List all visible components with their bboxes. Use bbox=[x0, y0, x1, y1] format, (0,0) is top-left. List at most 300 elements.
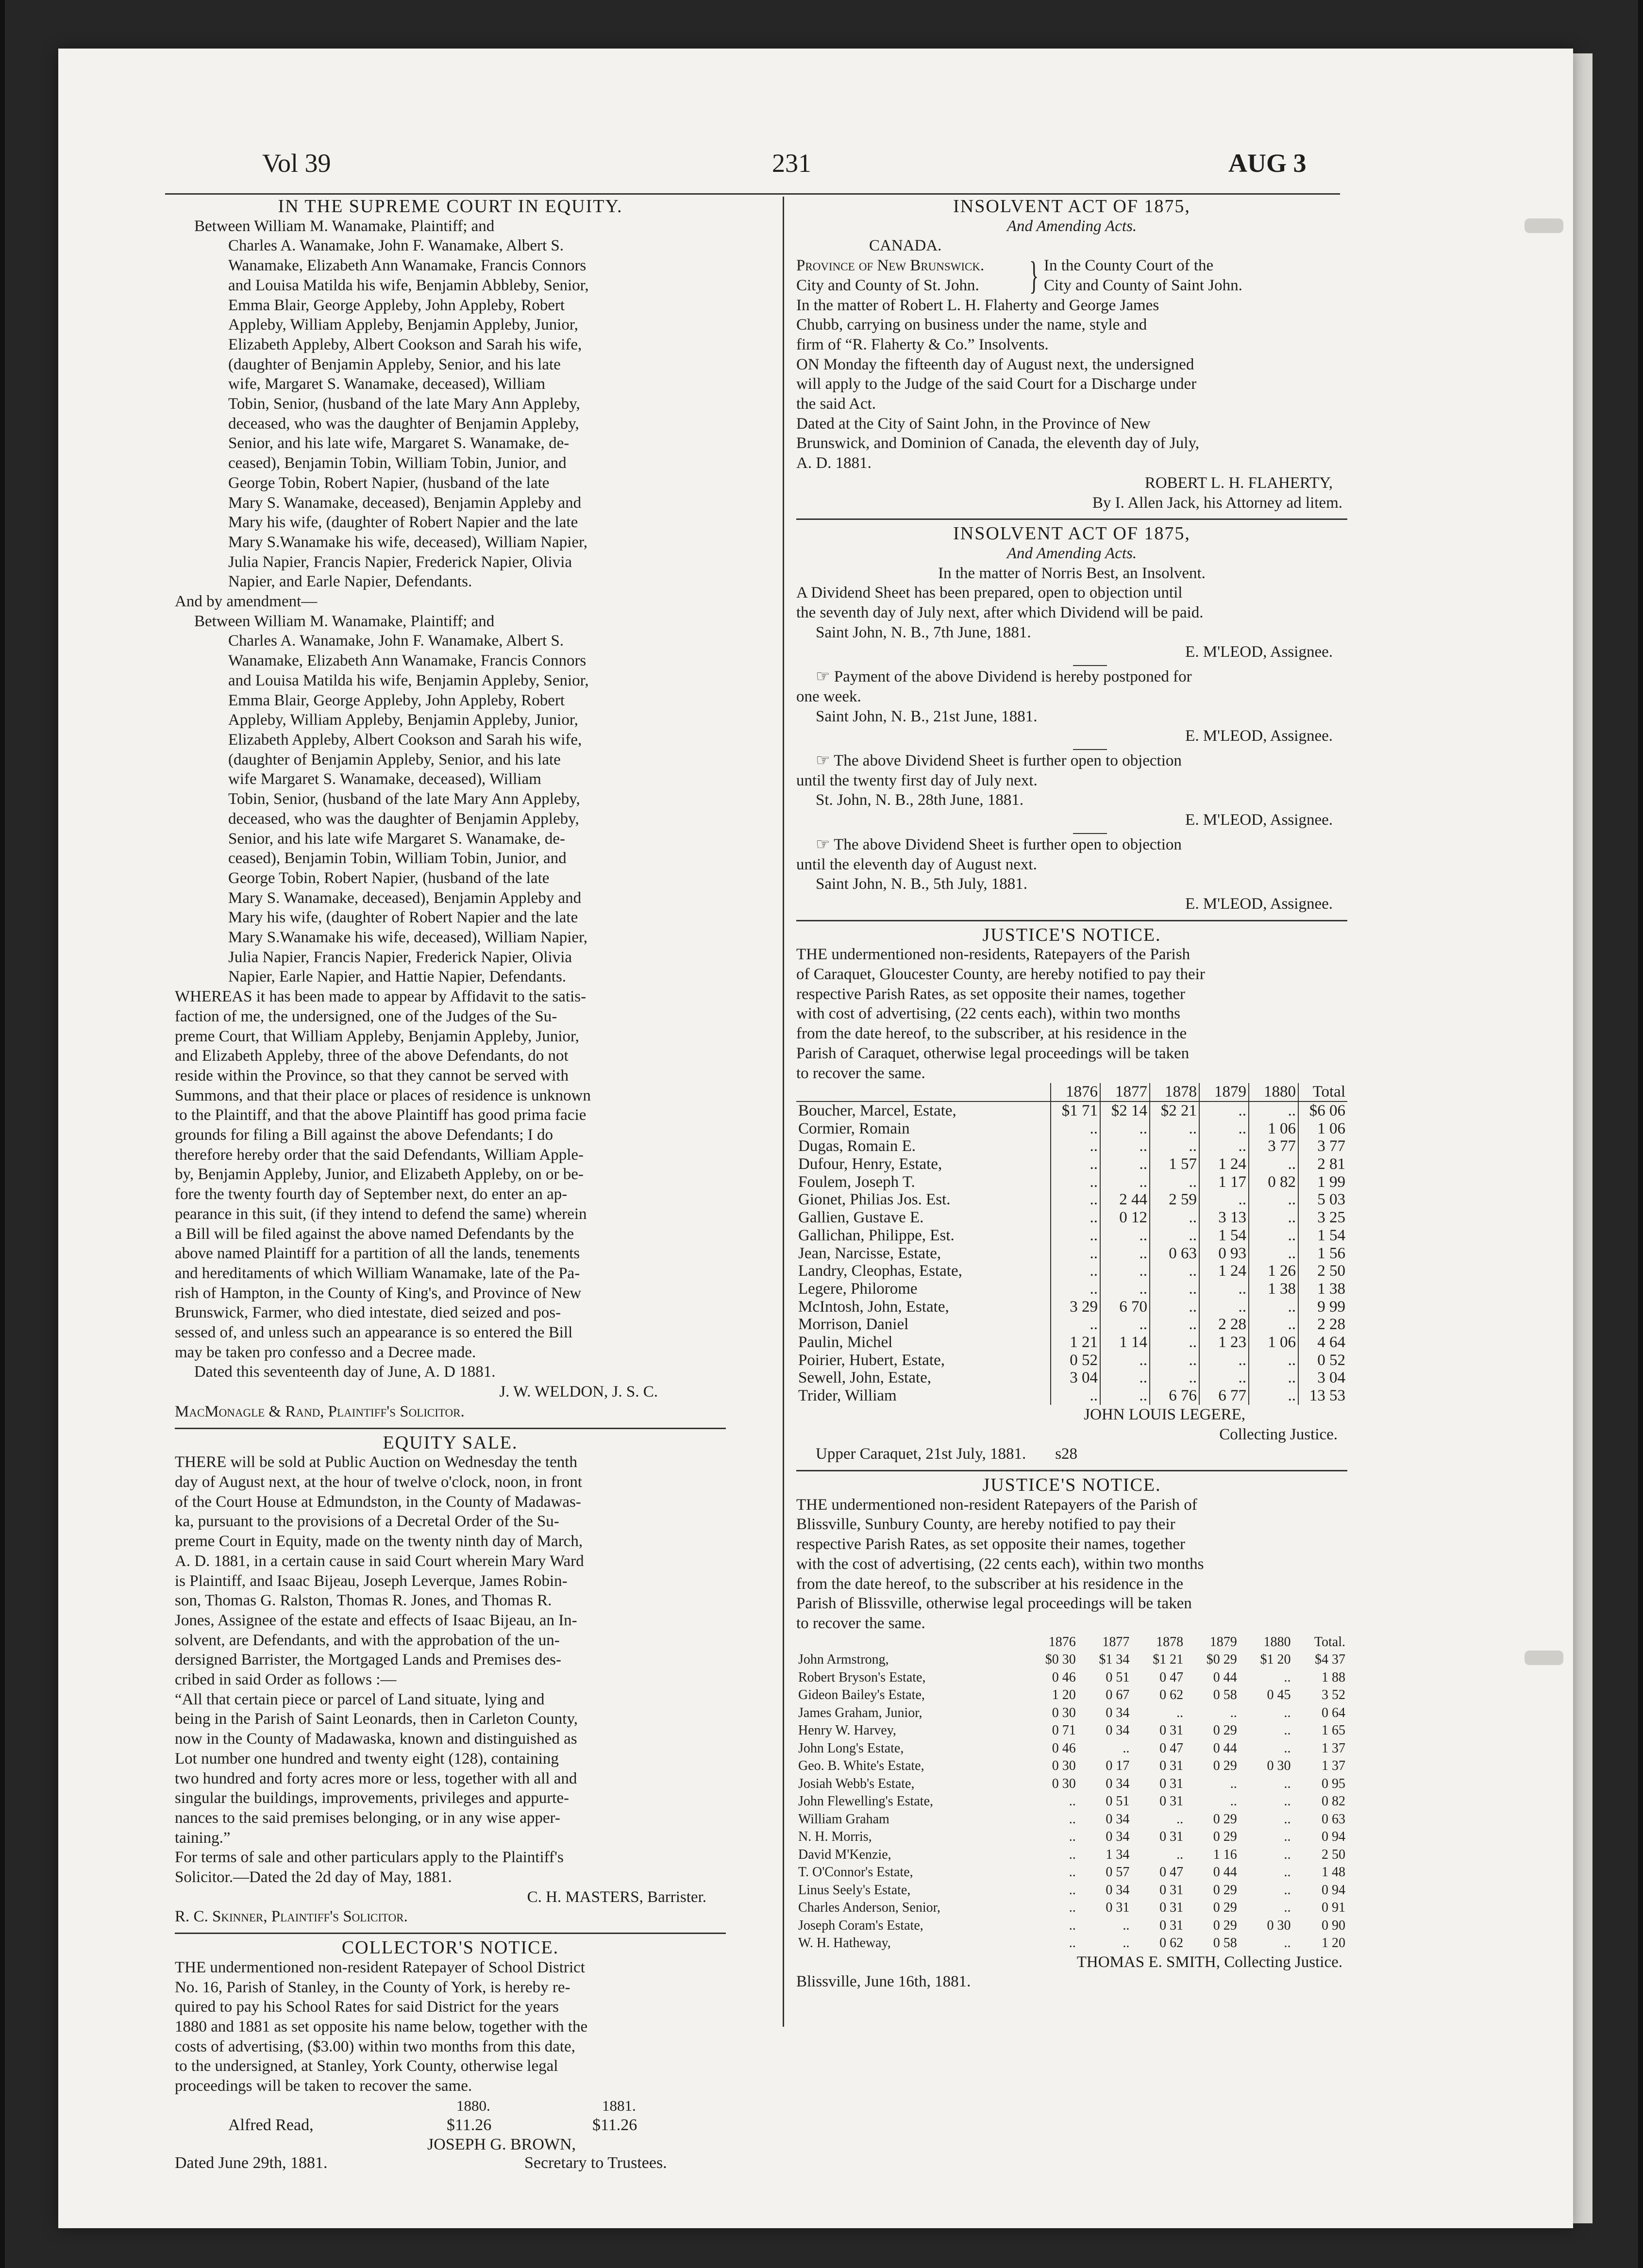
rate-cell: 0 94 bbox=[1322, 1882, 1345, 1898]
rate-cell: .. bbox=[1176, 1847, 1184, 1862]
notice-body bbox=[796, 945, 1347, 1083]
ratepayer-name: Linus Seely's Estate, bbox=[798, 1882, 911, 1898]
text-line: 1880 and 1881 as set opposite his name below, together with the bbox=[175, 2018, 588, 2035]
rate-cell: $0 30 bbox=[1045, 1652, 1076, 1668]
text-line: and Louisa Matilda his wife, Benjamin Abbleby, Senior, bbox=[228, 276, 589, 294]
dated-line: Saint John, N. B., 21st June, 1881. bbox=[816, 707, 1038, 725]
ratepayer-name: Gideon Bailey's Estate, bbox=[798, 1687, 925, 1703]
text-line: Appleby, William Appleby, Benjamin Appleby, Junior, bbox=[228, 316, 578, 334]
rate-cell: $0 29 bbox=[1206, 1652, 1237, 1668]
rate-cell: .. bbox=[1150, 1209, 1199, 1227]
rate-cell: 0 29 bbox=[1213, 1829, 1237, 1845]
rate-cell: $2 21 bbox=[1150, 1101, 1199, 1120]
rate-cell: 1 54 bbox=[1199, 1227, 1249, 1245]
justices-notice-caraquet bbox=[796, 925, 1347, 1464]
rate-cell: 0 34 bbox=[1106, 1811, 1130, 1827]
rate-cell: .. bbox=[1284, 1669, 1291, 1685]
text-line: Parish of Blissville, otherwise legal proceedings will be taken bbox=[796, 1595, 1192, 1613]
rate-cell: .. bbox=[1249, 1245, 1298, 1263]
text-line: two hundred and forty acres more or less, together with all and bbox=[175, 1769, 577, 1787]
rate-cell: .. bbox=[1284, 1740, 1291, 1756]
rate-cell: 0 82 bbox=[1322, 1794, 1345, 1809]
rate-cell: $2 14 bbox=[1100, 1101, 1150, 1120]
rate-cell: .. bbox=[1051, 1245, 1100, 1263]
ratepayer-name: William Graham bbox=[798, 1811, 889, 1827]
rate-cell: 3 52 bbox=[1322, 1687, 1345, 1703]
rate-cell: .. bbox=[1249, 1351, 1298, 1369]
notice-heading: JUSTICE'S NOTICE. bbox=[982, 1475, 1161, 1495]
rate-cell: .. bbox=[1150, 1280, 1199, 1298]
notice-body bbox=[796, 1495, 1347, 1634]
ratepayer-name: Charles Anderson, Senior, bbox=[798, 1900, 940, 1916]
text-line: Blissville, Sunbury County, are hereby notified to pay their bbox=[796, 1516, 1175, 1534]
ratepayer-name: Gallichan, Philippe, Est. bbox=[798, 1226, 955, 1244]
section-rule bbox=[796, 1470, 1347, 1471]
rate-cell: .. bbox=[1100, 1387, 1150, 1405]
table-header-cell bbox=[796, 1634, 1024, 1651]
text-line: quired to pay his School Rates for said District for the years bbox=[175, 1998, 559, 2016]
rate-cell: 1 06 bbox=[1249, 1120, 1298, 1138]
rate-cell: .. bbox=[1100, 1316, 1150, 1334]
collectors-notice bbox=[175, 1937, 726, 2172]
rate-cell: 0 34 bbox=[1106, 1882, 1130, 1898]
table-row bbox=[796, 1387, 1347, 1405]
text-line: Emma Blair, George Appleby, John Appleby, Robert bbox=[228, 296, 565, 314]
rate-cell: 1 14 bbox=[1100, 1334, 1150, 1351]
ad-code: s28 bbox=[1055, 1445, 1078, 1463]
ratepayer-name: Gionet, Philias Jos. Est. bbox=[798, 1191, 951, 1209]
rate-cell: .. bbox=[1100, 1369, 1150, 1387]
rate-cell: 0 82 bbox=[1249, 1173, 1298, 1191]
text-line: Between William M. Wanamake, Plaintiff; and bbox=[194, 217, 495, 235]
rate-cell: 0 31 bbox=[1159, 1794, 1184, 1809]
ratepayer-name: Dufour, Henry, Estate, bbox=[798, 1155, 942, 1173]
rate-cell: .. bbox=[1069, 1794, 1076, 1809]
table-header-cell: 1880 bbox=[1249, 1083, 1298, 1101]
ratepayer-name: Trider, William bbox=[798, 1387, 897, 1405]
rate-cell: $1 21 bbox=[1153, 1652, 1184, 1668]
table-row bbox=[796, 1101, 1347, 1120]
table-row bbox=[796, 1740, 1347, 1758]
table-header-cell: 1877 bbox=[1102, 1634, 1130, 1650]
text-line: and Elizabeth Appleby, three of the above Defendants, do not bbox=[175, 1047, 569, 1065]
rate-cell: 0 34 bbox=[1106, 1776, 1130, 1791]
text-line: nances to the said premises belonging, or in any wise apper- bbox=[175, 1809, 560, 1827]
rate-cell: 6 70 bbox=[1100, 1298, 1150, 1316]
rate-cell: 1 06 bbox=[1298, 1120, 1347, 1138]
table-header-cell: 1876 bbox=[1051, 1083, 1100, 1101]
rate-cell: 1 20 bbox=[1052, 1687, 1076, 1703]
table-row bbox=[796, 1245, 1347, 1263]
text-line: A. D. 1881. bbox=[796, 454, 872, 472]
rate-cell: .. bbox=[1284, 1794, 1291, 1809]
city-line: City and County of St. John. bbox=[796, 276, 979, 294]
rate-cell: .. bbox=[1150, 1334, 1199, 1351]
text-line: Mary S.Wanamake his wife, deceased), William Napier, bbox=[228, 533, 587, 551]
rate-cell: .. bbox=[1100, 1262, 1150, 1280]
ratepayer-name: Geo. B. White's Estate, bbox=[798, 1758, 924, 1774]
text-line: sessed of, and unless such an appearance is so entered the Bill bbox=[175, 1324, 573, 1342]
ratepayer-name: James Graham, Junior, bbox=[798, 1705, 922, 1720]
rate-cell: 1 88 bbox=[1322, 1669, 1345, 1685]
rate-cell: .. bbox=[1100, 1227, 1150, 1245]
text-line: of the Court House at Edmundston, in the County of Madawas- bbox=[175, 1493, 581, 1511]
jurisdiction-left bbox=[796, 256, 1024, 295]
rate-cell: .. bbox=[1284, 1882, 1291, 1898]
text-line: WHEREAS it has been made to appear by Affidavit to the satis- bbox=[175, 988, 587, 1006]
text-line: the seventh day of July next, after which Dividend will be paid. bbox=[796, 604, 1204, 622]
table-row bbox=[796, 1828, 1347, 1846]
rate-amount: $11.26 bbox=[592, 2116, 637, 2134]
text-line: singular the buildings, improvements, privileges and appurte- bbox=[175, 1789, 569, 1807]
text-line: Emma Blair, George Appleby, John Appleby, Robert bbox=[228, 691, 565, 709]
rate-cell: 1 17 bbox=[1199, 1173, 1249, 1191]
justice-role: Collecting Justice. bbox=[1219, 1425, 1338, 1443]
rate-cell: .. bbox=[1284, 1847, 1291, 1862]
text-line: wife Margaret S. Wanamake, deceased), William bbox=[228, 770, 541, 788]
text-line: day of August next, at the hour of twelve o'clock, noon, in front bbox=[175, 1473, 583, 1491]
rate-cell: .. bbox=[1051, 1280, 1100, 1298]
text-line: and Louisa Matilda his wife, Benjamin Appleby, Senior, bbox=[228, 671, 589, 689]
extension-text: ☞ The above Dividend Sheet is further open to objection bbox=[816, 835, 1182, 853]
rate-cell: .. bbox=[1051, 1155, 1100, 1173]
table-row bbox=[796, 1899, 1347, 1917]
justice-signature: JOHN LOUIS LEGERE, bbox=[1084, 1405, 1245, 1423]
scan-right-border bbox=[1638, 0, 1643, 2268]
notice-body bbox=[175, 987, 726, 1362]
rate-cell: .. bbox=[1249, 1191, 1298, 1209]
court-line: In the County Court of the bbox=[1044, 257, 1214, 275]
table-row bbox=[796, 1793, 1347, 1811]
rate-cell: 1 16 bbox=[1213, 1847, 1237, 1862]
rate-cell: 0 31 bbox=[1159, 1723, 1184, 1738]
rate-cell: 0 30 bbox=[1267, 1918, 1291, 1933]
column-divider bbox=[783, 197, 784, 2027]
rate-cell: $6 06 bbox=[1298, 1101, 1347, 1120]
text-line: Jones, Assignee of the estate and effects of Isaac Bijeau, an In- bbox=[175, 1611, 577, 1629]
text-line: above named Plaintiff for a partition of all the lands, tenements bbox=[175, 1245, 580, 1263]
table-row bbox=[796, 1704, 1347, 1722]
rate-cell: .. bbox=[1051, 1137, 1100, 1155]
rate-cell: 1 99 bbox=[1298, 1173, 1347, 1191]
page-number: 231 bbox=[772, 149, 811, 178]
rate-cell: .. bbox=[1199, 1351, 1249, 1369]
ratepayer-name: Landry, Cleophas, Estate, bbox=[798, 1262, 962, 1280]
brace-icon: } bbox=[1029, 254, 1039, 297]
text-line: (daughter of Benjamin Appleby, Senior, and his late bbox=[228, 355, 561, 373]
rate-cell: $1 20 bbox=[1260, 1652, 1291, 1668]
text-line: Chubb, carrying on business under the name, style and bbox=[796, 316, 1147, 334]
rate-cell: 0 71 bbox=[1052, 1723, 1076, 1738]
table-row bbox=[796, 1334, 1347, 1351]
dated-line: Blissville, June 16th, 1881. bbox=[796, 1973, 971, 1991]
rate-cell: .. bbox=[1176, 1705, 1184, 1720]
rate-cell: 0 44 bbox=[1213, 1740, 1237, 1756]
text-line: proceedings will be taken to recover the same. bbox=[175, 2077, 472, 2095]
rate-cell: 3 04 bbox=[1298, 1369, 1347, 1387]
rate-cell: 2 81 bbox=[1298, 1155, 1347, 1173]
dated-line: Saint John, N. B., 7th June, 1881. bbox=[816, 623, 1031, 641]
table-row bbox=[796, 1934, 1347, 1952]
text-line: preme Court in Equity, made on the twenty ninth day of March, bbox=[175, 1533, 583, 1551]
rate-cell: 0 34 bbox=[1106, 1705, 1130, 1720]
text-line: George Tobin, Robert Napier, (husband of the late bbox=[228, 474, 550, 492]
rate-cell: .. bbox=[1051, 1191, 1100, 1209]
attorney-line: By I. Allen Jack, his Attorney ad litem. bbox=[1092, 494, 1342, 512]
rate-cell: .. bbox=[1230, 1776, 1237, 1791]
text-line: of Caraquet, Gloucester County, are hereby notified to pay their bbox=[796, 966, 1205, 984]
text-line: deceased, who was the daughter of Benjamin Appleby, bbox=[228, 810, 579, 828]
text-line: Elizabeth Appleby, Albert Cookson and Sarah his wife, bbox=[228, 335, 582, 353]
text-line: may be taken pro confesso and a Decree made. bbox=[175, 1343, 476, 1361]
table-header-cell: 1877 bbox=[1100, 1083, 1150, 1101]
rate-cell: 0 30 bbox=[1052, 1758, 1076, 1774]
rate-cell: .. bbox=[1069, 1829, 1076, 1845]
scan-left-border bbox=[0, 0, 5, 2268]
rate-cell: .. bbox=[1069, 1918, 1076, 1933]
table-row bbox=[796, 1316, 1347, 1334]
ratepayer-name: Henry W. Harvey, bbox=[798, 1723, 896, 1738]
rate-cell: 1 34 bbox=[1106, 1847, 1130, 1862]
dated-line: Dated this seventeenth day of June, A. D 1881. bbox=[194, 1363, 496, 1381]
ratepayer-name: Alfred Read, bbox=[228, 2116, 314, 2134]
rate-cell: .. bbox=[1150, 1316, 1199, 1334]
rate-cell: 0 62 bbox=[1159, 1687, 1184, 1703]
rate-cell: 1 48 bbox=[1322, 1865, 1345, 1880]
text-line: with the cost of advertising, (22 cents each), within two months bbox=[796, 1555, 1204, 1573]
rate-cell: 0 29 bbox=[1213, 1723, 1237, 1738]
equity-sale-notice bbox=[175, 1433, 726, 1927]
rate-table bbox=[175, 2096, 726, 2172]
text-line: the said Act. bbox=[796, 395, 876, 413]
text-line: by, Benjamin Appleby, Junior, and Elizabeth Appleby, on or be- bbox=[175, 1166, 584, 1184]
rate-cell: .. bbox=[1100, 1173, 1150, 1191]
rate-cell: .. bbox=[1069, 1882, 1076, 1898]
table-row bbox=[796, 1757, 1347, 1775]
rate-cell: 0 58 bbox=[1213, 1687, 1237, 1703]
table-row bbox=[796, 1155, 1347, 1173]
table-header-cell: 1876 bbox=[1048, 1634, 1076, 1650]
rate-cell: .. bbox=[1100, 1351, 1150, 1369]
jurisdiction-right bbox=[1044, 256, 1242, 295]
text-line: dersigned Barrister, the Mortgaged Lands and Premises des- bbox=[175, 1651, 561, 1669]
section-rule bbox=[796, 920, 1347, 921]
rate-cell: .. bbox=[1123, 1740, 1130, 1756]
table-row bbox=[796, 1369, 1347, 1387]
text-line: preme Court, that William Appleby, Benjamin Appleby, Junior, bbox=[175, 1027, 579, 1045]
rate-cell: 0 58 bbox=[1213, 1935, 1237, 1951]
section-rule bbox=[175, 1428, 726, 1429]
table-row bbox=[796, 1722, 1347, 1740]
rate-cell: .. bbox=[1150, 1351, 1199, 1369]
postponement-text: one week. bbox=[796, 687, 861, 705]
text-line: pearance in this suit, (if they intend to defend the same) wherein bbox=[175, 1205, 587, 1223]
rate-cell: .. bbox=[1150, 1137, 1199, 1155]
rate-cell: .. bbox=[1069, 1900, 1076, 1916]
text-line: A Dividend Sheet has been prepared, open to objection until bbox=[796, 584, 1183, 602]
text-line: now in the County of Madawaska, known and distinguished as bbox=[175, 1730, 577, 1748]
text-line: A. D. 1881, in a certain cause in said Court wherein Mary Ward bbox=[175, 1552, 584, 1570]
province-line: Province of New Brunswick. bbox=[796, 257, 985, 275]
amendment-label: And by amendment— bbox=[175, 593, 318, 611]
rate-cell: 0 63 bbox=[1150, 1245, 1199, 1263]
rate-cell: .. bbox=[1249, 1298, 1298, 1316]
rate-cell: 3 29 bbox=[1051, 1298, 1100, 1316]
notice-heading: EQUITY SALE. bbox=[383, 1432, 518, 1453]
table-row bbox=[796, 1686, 1347, 1704]
table-row bbox=[796, 1917, 1347, 1935]
notice-heading: COLLECTOR'S NOTICE. bbox=[341, 1937, 559, 1958]
rate-cell: .. bbox=[1051, 1262, 1100, 1280]
rate-cell: 3 77 bbox=[1249, 1137, 1298, 1155]
parties-list bbox=[175, 217, 726, 592]
rate-cell: $4 37 bbox=[1315, 1652, 1345, 1668]
text-line: (daughter of Benjamin Appleby, Senior, and his late bbox=[228, 750, 561, 768]
rate-cell: .. bbox=[1051, 1173, 1100, 1191]
rate-cell: .. bbox=[1249, 1155, 1298, 1173]
notice-heading: INSOLVENT ACT OF 1875, bbox=[953, 523, 1190, 544]
text-line: Mary S. Wanamake, deceased), Benjamin Appleby and bbox=[228, 889, 582, 907]
rate-cell: $1 34 bbox=[1099, 1652, 1130, 1668]
rate-cell: .. bbox=[1284, 1900, 1291, 1916]
barrister-signature: C. H. MASTERS, Barrister. bbox=[527, 1888, 706, 1906]
ratepayer-name: Josiah Webb's Estate, bbox=[798, 1776, 915, 1791]
rates-table bbox=[796, 1083, 1347, 1405]
table-row bbox=[796, 1811, 1347, 1829]
rate-cell: .. bbox=[1123, 1935, 1130, 1951]
ratepayer-name: Dugas, Romain E. bbox=[798, 1137, 916, 1155]
text-line: grounds for filing a Bill against the above Defendants; I do bbox=[175, 1126, 553, 1144]
table-row bbox=[796, 1120, 1347, 1138]
rate-cell: .. bbox=[1199, 1120, 1249, 1138]
table-row bbox=[796, 1209, 1347, 1227]
text-line: THERE will be sold at Public Auction on Wednesday the tenth bbox=[175, 1453, 577, 1471]
text-line: Senior, and his late wife Margaret S. Wanamake, de- bbox=[228, 830, 565, 848]
rate-cell: 0 63 bbox=[1322, 1811, 1345, 1827]
rate-cell: .. bbox=[1051, 1316, 1100, 1334]
rate-cell: 4 64 bbox=[1298, 1334, 1347, 1351]
rate-cell: 2 28 bbox=[1298, 1316, 1347, 1334]
country-label: CANADA. bbox=[869, 237, 942, 255]
rate-cell: 0 45 bbox=[1267, 1687, 1291, 1703]
rate-cell: 0 17 bbox=[1106, 1758, 1130, 1774]
judge-signature: J. W. WELDON, J. S. C. bbox=[499, 1383, 658, 1401]
rate-cell: 0 44 bbox=[1213, 1669, 1237, 1685]
text-line: THE undermentioned non-resident Ratepayers of the Parish of bbox=[796, 1496, 1197, 1514]
rate-cell: .. bbox=[1284, 1723, 1291, 1738]
jurisdiction-block bbox=[796, 256, 1347, 295]
text-line: Summons, and that their place or places of residence is unknown bbox=[175, 1086, 591, 1104]
secretary-signature: JOSEPH G. BROWN, bbox=[427, 2135, 576, 2153]
rate-cell: .. bbox=[1123, 1918, 1130, 1933]
rate-cell: .. bbox=[1284, 1829, 1291, 1845]
text-line: Julia Napier, Francis Napier, Frederick Napier, Olivia bbox=[228, 948, 572, 966]
table-row bbox=[796, 1137, 1347, 1155]
rate-cell: 2 28 bbox=[1199, 1316, 1249, 1334]
date-label: AUG 3 bbox=[1228, 149, 1307, 178]
solicitor-line: R. C. Skinner, Plaintiff's Solicitor. bbox=[175, 1908, 408, 1926]
rate-cell: .. bbox=[1150, 1227, 1199, 1245]
rate-cell: .. bbox=[1284, 1776, 1291, 1791]
text-line: respective Parish Rates, as set opposite their names, together bbox=[796, 985, 1185, 1003]
assignee-signature: E. M'LEOD, Assignee. bbox=[1185, 727, 1333, 745]
text-line: Tobin, Senior, (husband of the late Mary Ann Appleby, bbox=[228, 395, 580, 413]
volume-label: Vol 39 bbox=[262, 149, 331, 178]
rate-cell: 13 53 bbox=[1298, 1387, 1347, 1405]
rate-cell: 0 34 bbox=[1106, 1723, 1130, 1738]
rate-cell: 0 62 bbox=[1159, 1935, 1184, 1951]
text-line: George Tobin, Robert Napier, (husband of the late bbox=[228, 869, 550, 887]
rate-cell: 0 51 bbox=[1106, 1794, 1130, 1809]
ratepayer-name: John Armstrong, bbox=[798, 1652, 889, 1668]
rate-cell: .. bbox=[1051, 1227, 1100, 1245]
dated-line: Upper Caraquet, 21st July, 1881. bbox=[816, 1445, 1026, 1463]
text-line: fore the twenty fourth day of September next, do enter an ap- bbox=[175, 1185, 568, 1203]
notice-body bbox=[175, 1452, 726, 1887]
insolvent-signature: ROBERT L. H. FLAHERTY, bbox=[1144, 474, 1333, 492]
text-line: Wanamake, Elizabeth Ann Wanamake, Francis Connors bbox=[228, 652, 587, 670]
text-line: rish of Hampton, in the County of King's, and Province of New bbox=[175, 1284, 582, 1302]
text-line: ON Monday the fifteenth day of August next, the undersigned bbox=[796, 355, 1194, 373]
secretary-role: Secretary to Trustees. bbox=[524, 2153, 667, 2172]
text-line: son, Thomas G. Ralston, Thomas R. Jones, and Thomas R. bbox=[175, 1592, 552, 1610]
text-line: taining.” bbox=[175, 1829, 231, 1847]
rate-cell: .. bbox=[1069, 1847, 1076, 1862]
rate-cell: .. bbox=[1199, 1280, 1249, 1298]
rate-cell: .. bbox=[1150, 1298, 1199, 1316]
ratepayer-name: Paulin, Michel bbox=[798, 1334, 893, 1351]
notice-body bbox=[796, 583, 1347, 622]
text-line: to recover the same. bbox=[796, 1614, 925, 1632]
text-line: faction of me, the undersigned, one of the Judges of the Su- bbox=[175, 1007, 557, 1025]
text-line: deceased, who was the daughter of Benjamin Appleby, bbox=[228, 415, 579, 433]
rate-cell: .. bbox=[1100, 1245, 1150, 1263]
rate-cell: 1 24 bbox=[1199, 1262, 1249, 1280]
rate-cell: 2 59 bbox=[1150, 1191, 1199, 1209]
rate-cell: 1 20 bbox=[1322, 1935, 1345, 1951]
rate-cell: .. bbox=[1100, 1137, 1150, 1155]
rate-cell: 1 21 bbox=[1051, 1334, 1100, 1351]
rate-cell: 6 77 bbox=[1199, 1387, 1249, 1405]
extension-text: ☞ The above Dividend Sheet is further open to objection bbox=[816, 751, 1182, 769]
rate-cell: 1 65 bbox=[1322, 1723, 1345, 1738]
rate-cell: 0 67 bbox=[1106, 1687, 1130, 1703]
table-header-cell: 1879 bbox=[1199, 1083, 1249, 1101]
table-header-cell: 1879 bbox=[1209, 1634, 1237, 1650]
ratepayer-name: N. H. Morris, bbox=[798, 1829, 872, 1845]
text-line: Solicitor.—Dated the 2d day of May, 1881. bbox=[175, 1868, 452, 1886]
rate-cell: 1 37 bbox=[1322, 1740, 1345, 1756]
text-line: respective Parish Rates, as set opposite their names, together bbox=[796, 1535, 1185, 1553]
rate-cell: 1 38 bbox=[1249, 1280, 1298, 1298]
rate-cell: .. bbox=[1230, 1794, 1237, 1809]
rate-cell: 0 57 bbox=[1106, 1865, 1130, 1880]
rate-cell: 1 54 bbox=[1298, 1227, 1347, 1245]
text-line: Between William M. Wanamake, Plaintiff; and bbox=[194, 612, 495, 630]
rate-cell: 0 12 bbox=[1100, 1209, 1150, 1227]
rate-cell: .. bbox=[1100, 1155, 1150, 1173]
text-line: Senior, and his late wife, Margaret S. Wanamake, de- bbox=[228, 434, 570, 452]
table-row bbox=[796, 1262, 1347, 1280]
table-header-cell: 1878 bbox=[1150, 1083, 1199, 1101]
text-line: a Bill will be filed against the above named Defendants by the bbox=[175, 1225, 574, 1243]
rate-cell: 1 06 bbox=[1249, 1334, 1298, 1351]
table-row bbox=[796, 1280, 1347, 1298]
rate-cell: .. bbox=[1249, 1369, 1298, 1387]
ratepayer-name: John Long's Estate, bbox=[798, 1740, 904, 1756]
ratepayer-name: Legere, Philorome bbox=[798, 1280, 918, 1298]
table-row bbox=[796, 1191, 1347, 1209]
